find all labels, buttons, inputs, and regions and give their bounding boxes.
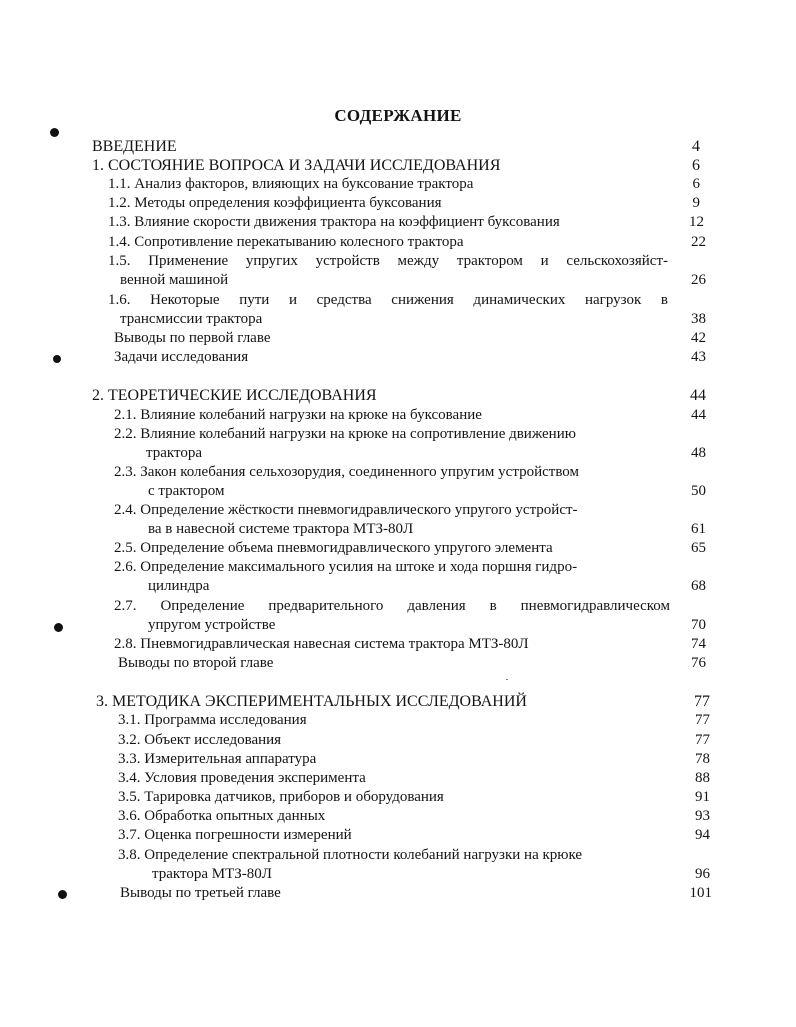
toc-entry-page: 43 bbox=[691, 349, 706, 365]
toc-entry-page: 74 bbox=[691, 636, 706, 652]
toc-entry-text: 3.4. Условия проведения эксперимента bbox=[118, 770, 366, 786]
toc-entry-text: 2.2. Влияние колебаний нагрузки на крюке на сопротивление движению bbox=[114, 426, 576, 442]
toc-entry bbox=[114, 558, 706, 598]
toc-entry-text: 1.5. Применение упругих устройств между трактором и сельскохозяйст- bbox=[108, 253, 668, 269]
toc-entry-text-continued: трактора МТЗ-80Л bbox=[152, 866, 272, 882]
toc-entry-text: 3. МЕТОДИКА ЭКСПЕРИМЕНТАЛЬНЫХ ИССЛЕДОВАНИЙ bbox=[96, 693, 527, 710]
toc-entry-text-continued: венной машиной bbox=[120, 272, 229, 288]
toc-entry-text: 2.3. Закон колебания сельхозорудия, соединенного упругим устройством bbox=[114, 464, 579, 480]
punch-mark bbox=[53, 355, 61, 363]
toc-entry-page: 77 bbox=[695, 712, 710, 728]
toc-entry-page: 12 bbox=[689, 214, 704, 230]
toc-entry-text: 1.3. Влияние скорости движения трактора на коэффициент буксования bbox=[108, 214, 560, 230]
toc-entry-page: 38 bbox=[691, 311, 706, 327]
punch-mark bbox=[54, 623, 63, 632]
toc-entry-text-continued: трактора bbox=[146, 445, 203, 461]
toc-entry-page: 61 bbox=[691, 521, 706, 537]
toc-entry-text: 2.1. Влияние колебаний нагрузки на крюке на буксование bbox=[114, 407, 482, 423]
toc-entry-page: 78 bbox=[695, 751, 710, 767]
toc-entry-page: 77 bbox=[695, 732, 710, 748]
toc-entry-page: 6 bbox=[692, 157, 700, 174]
toc-entry-text: 2.4. Определение жёсткости пневмогидравлического упругого устройст- bbox=[114, 502, 578, 518]
toc-entry-text: 2.7. Определение предварительного давления в пневмогидравлическом bbox=[114, 598, 670, 614]
page-title: СОДЕРЖАНИЕ bbox=[334, 106, 462, 125]
toc-entry-text: 3.6. Обработка опытных данных bbox=[118, 808, 326, 824]
toc-entry bbox=[118, 846, 710, 886]
toc-entry-text: 3.1. Программа исследования bbox=[118, 712, 307, 728]
toc-entry-text-continued: ва в навесной системе трактора МТЗ-80Л bbox=[148, 521, 414, 537]
stray-mark bbox=[506, 679, 508, 680]
toc-entry bbox=[108, 291, 706, 331]
toc-entry-text: 2. ТЕОРЕТИЧЕСКИЕ ИССЛЕДОВАНИЯ bbox=[92, 387, 377, 404]
toc-entry-text: 1.4. Сопротивление перекатыванию колесного трактора bbox=[108, 234, 464, 250]
toc-entry-text: 2.6. Определение максимального усилия на штоке и хода поршня гидро- bbox=[114, 559, 578, 575]
toc-entry-page: 48 bbox=[691, 445, 706, 461]
toc-entry-page: 50 bbox=[691, 483, 706, 499]
toc-entry-text: 1.2. Методы определения коэффициента буксования bbox=[108, 195, 442, 211]
toc-entry-page: 77 bbox=[694, 693, 710, 710]
toc-entry-page: 68 bbox=[691, 578, 706, 594]
toc-entry-text: ВВЕДЕНИЕ bbox=[92, 138, 177, 155]
punch-mark bbox=[58, 890, 67, 899]
toc-entry-text-continued: упругом устройстве bbox=[148, 617, 276, 633]
toc-entry-text: 2.8. Пневмогидравлическая навесная система трактора МТЗ-80Л bbox=[114, 636, 529, 652]
toc-entry bbox=[114, 463, 706, 503]
toc-entry-page: 4 bbox=[692, 138, 700, 155]
toc-entry-page: 42 bbox=[691, 330, 706, 346]
toc-entry-text: 3.7. Оценка погрешности измерений bbox=[118, 827, 352, 843]
toc-entry-page: 9 bbox=[692, 195, 700, 211]
toc-entry-text-continued: цилиндра bbox=[148, 578, 210, 594]
toc-entry-text: 3.2. Объект исследования bbox=[118, 732, 282, 748]
toc-entry bbox=[114, 597, 706, 637]
toc-entry-page: 22 bbox=[691, 234, 706, 250]
toc-entry-text: 2.5. Определение объема пневмогидравлического упругого элемента bbox=[114, 540, 553, 556]
toc-entry-page: 70 bbox=[691, 617, 706, 633]
toc-entry-text: Задачи исследования bbox=[114, 349, 249, 365]
toc-entry-text: 1.6. Некоторые пути и средства снижения динамических нагрузок в bbox=[108, 292, 668, 308]
toc-entry-text-continued: трансмиссии трактора bbox=[120, 311, 263, 327]
toc-entry-text: 3.5. Тарировка датчиков, приборов и оборудования bbox=[118, 789, 444, 805]
toc-entry bbox=[108, 252, 706, 292]
toc-entry-text: Выводы по третьей главе bbox=[120, 885, 281, 901]
toc-entry-text: 1.1. Анализ факторов, влияющих на буксование трактора bbox=[108, 176, 474, 192]
toc-entry-text-continued: с трактором bbox=[148, 483, 225, 499]
toc-entry-text: 1. СОСТОЯНИЕ ВОПРОСА И ЗАДАЧИ ИССЛЕДОВАНИЯ bbox=[92, 157, 501, 174]
toc-entry-page: 6 bbox=[692, 176, 700, 192]
toc-entry-page: 94 bbox=[695, 827, 710, 843]
toc-entry-page: 96 bbox=[695, 866, 710, 882]
toc-entry-text: 3.3. Измерительная аппаратура bbox=[118, 751, 317, 767]
toc-entry-page: 44 bbox=[691, 407, 706, 423]
toc-entry-page: 65 bbox=[691, 540, 706, 556]
toc-entry-page: 76 bbox=[691, 655, 706, 671]
toc-entry-page: 93 bbox=[695, 808, 710, 824]
toc-entry-page: 44 bbox=[690, 387, 706, 404]
toc-entry-page: 91 bbox=[695, 789, 710, 805]
punch-mark bbox=[50, 128, 59, 137]
toc-entry-page: 26 bbox=[691, 272, 706, 288]
toc-entry bbox=[114, 425, 706, 465]
toc-entry-text: Выводы по первой главе bbox=[114, 330, 271, 346]
toc-entry-page: 88 bbox=[695, 770, 710, 786]
toc-entry-page: 101 bbox=[689, 885, 712, 901]
toc-entry bbox=[114, 501, 706, 541]
toc-entry-text: Выводы по второй главе bbox=[118, 655, 274, 671]
toc-entry-text: 3.8. Определение спектральной плотности колебаний нагрузки на крюке bbox=[118, 847, 583, 863]
